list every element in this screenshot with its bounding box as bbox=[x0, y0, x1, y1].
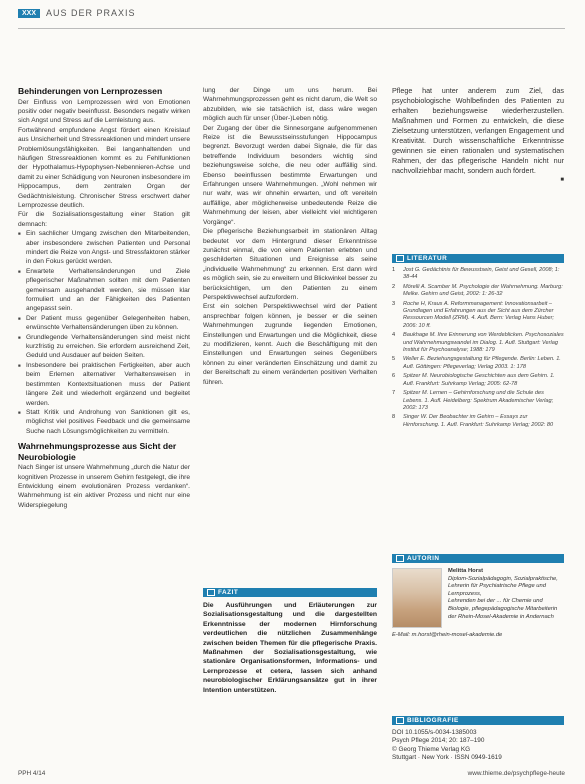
bullet-list bbox=[18, 229, 190, 436]
heading-wahrnehmung: Wahrnehmungsprozesse aus Sicht der Neurobiologie bbox=[18, 441, 177, 462]
fazit-title: FAZIT bbox=[218, 589, 239, 596]
column-1 bbox=[18, 86, 190, 510]
paragraph: Fortwährend empfundene Angst fördert einen Kreislauf aus Unsicherheit und Stressreaktionen und mindert unsere Problemlösungsfähigkeiten. Bei langanhaltenden und häufigen Stressreaktionen kommt es zu Fehlfunktionen der Hypothalamus-Hypophysen-Nebennieren-Achse und damit zu einer Schädigung von Neuronen insbesondere im Hippocampus, dem zentralen Organ der Gedächtnisleistung. Chronischer Stress erschwert daher Lernprozesse deutlich. bbox=[18, 126, 190, 209]
reference-item: 1 Jost G. Gedächtnis für Bewusstsein, Geist und Gesell, 2008; 1: 38-44 bbox=[392, 267, 564, 282]
list-item: ■ Erwartete Verhaltensänderungen und Ziele pflegerischer Maßnahmen sollten mit dem Patienten gemeinsam ausgehandelt werden, sie müssen klar formuliert und an der Fähigkeiten des Patienten angepasst sein. bbox=[26, 267, 190, 314]
bib-line: © Georg Thieme Verlag KG bbox=[392, 745, 471, 753]
box-icon bbox=[207, 589, 215, 596]
bib-line: Stuttgart · New York · ISSN 0949-1619 bbox=[392, 754, 502, 762]
footer-url[interactable]: www.thieme.de/psychpflege-heute bbox=[467, 770, 565, 777]
autorin-title: AUTORIN bbox=[407, 555, 440, 562]
list-item: ■ Ein sachlicher Umgang zwischen den Mitarbeitenden, aber insbesondere zwischen Patienten und Personal mindert die Reize von Angst- und Stressfaktoren stärker in den Fokus gerückt werden. bbox=[26, 229, 190, 267]
autorin-header bbox=[392, 554, 564, 563]
bibliografie-box bbox=[392, 716, 564, 763]
box-icon bbox=[396, 555, 404, 562]
box-icon bbox=[396, 717, 404, 724]
reference-item: 4 Baukhage M. Ihre Erinnerung von Werdeblicken. Psychosoziales und Wahrnehmungswandel im Dialog. 1. Aufl. Stuttgart: Verlag Institut für Psychoanalyse; 1988: 179 bbox=[392, 332, 564, 354]
literatur-header bbox=[392, 254, 564, 263]
column-2 bbox=[203, 86, 377, 387]
fazit-text: Die Ausführungen und Erläuterungen zur Sozialisationsgestaltung und die dargestellten Erkenntnisse der modernen Hirnforschung verdeutlichen die nützlichen Zusammenhänge zwischen beiden Themen für die pflegerische Praxis. Maßnahmen der Sozialisationsgestaltung, wie stationäre Organisationsformen, Informations- und Lernprozesse et cetera, lassen sich anhand neurobiologischer Erklärungsansätze gut in ihrer Intention unterstützen. bbox=[203, 602, 377, 694]
page-header bbox=[18, 8, 136, 18]
list-item: ■ Statt Kritik und Androhung von Sanktionen gilt es, möglichst viel positives Feedback und die gemeinsame Suche nach Lösungsmöglichkeiten zu vermitteln. bbox=[26, 408, 190, 436]
header-rule bbox=[18, 28, 565, 29]
reference-item: 8 Singer W. Der Beobachter im Gehirn – Essays zur Hirnforschung. 1. Aufl. Frankfurt: Suhrkamp Verlag; 2002: 80 bbox=[392, 414, 564, 429]
list-item: ■ Der Patient muss gegenüber Gelegenheiten haben, erwünschte Verhaltensänderungen üben zu können. bbox=[26, 314, 190, 333]
paragraph: Der Einfluss von Lernprozessen wird von Emotionen positiv oder negativ beeinflusst. Besonders negativ wirken sich Angst und Stress auf die Lernleistung aus. bbox=[18, 98, 190, 125]
paragraph: lung der Dinge um uns herum. Bei Wahrnehmungsprozessen geht es nicht darum, die Welt so abzubilden, wie sie tatsächlich ist, dass wäre wegen möglich auch für unser (Über-)Leben nötig. bbox=[203, 87, 377, 123]
bibliografie-title: BIBLIOGRAFIE bbox=[407, 717, 459, 724]
page-number-badge: XXX bbox=[18, 9, 40, 18]
paragraph: Pflege hat unter anderem zum Ziel, das psychobiologische Wohlbefinden des Patienten zu erhalten beziehungsweise wiederherzustellen. Maßnahmen und Formen zu entwickeln, die diese Zielsetzung unterstützen, verlangen Engagement und Kreativität. Durch wissenschaftliche Erkenntnisse gewinnen sie einen rationalen und systematischen Rahmen, der das pflegerische Handeln nicht nur nachvollziehbar macht, sondern auch fördert. bbox=[392, 86, 564, 175]
page-footer bbox=[18, 770, 565, 777]
reference-item: 6 Spitzer M. Neurobiologische Geschichten aus dem Gehirn. 1. Aufl. Frankfurt: Suhrkamp Verlag; 2005: 62-78 bbox=[392, 373, 564, 388]
autorin-box bbox=[392, 554, 564, 638]
paragraph: Für die Sozialisationsgestaltung einer Station gilt demnach: bbox=[18, 211, 190, 228]
autorin-body bbox=[392, 568, 564, 628]
footer-left: PPH 4/14 bbox=[18, 770, 46, 777]
column-3 bbox=[392, 86, 564, 185]
section-title: AUS DER PRAXIS bbox=[46, 8, 136, 18]
end-mark-icon: ■ bbox=[560, 177, 564, 183]
author-details: Lehrenden bei der ... für Chemie und Biologie, pflegepädagogische Mitarbeiterin der Rhein-Mosel-Akademie in Andernach bbox=[448, 598, 558, 620]
reference-list bbox=[392, 267, 564, 429]
literatur-box bbox=[392, 254, 564, 431]
box-icon bbox=[396, 255, 404, 262]
reference-item: 7 Spitzer M. Lernen – Gehirnforschung und die Schule des Lebens. 1. Aufl. Heidelberg: Spektrum Akademischer Verlag; 2002: 173 bbox=[392, 390, 564, 412]
bibliografie-header bbox=[392, 716, 564, 725]
fazit-box bbox=[203, 588, 377, 695]
list-item: ■ Insbesondere bei praktischen Fertigkeiten, aber auch beim Erlernen alternativer Verhaltensweisen in bestimmten Kontextsituationen muss der Patient längere Zeit und wiederholt ergänzend und begleitet werden. bbox=[26, 361, 190, 408]
reference-item: 5 Weller E. Beziehungsgestaltung für Pflegende. Berlin: Leben. 1. Aufl. Göttingen: Pflegeverlag; Verlag 2003. 1: 178 bbox=[392, 356, 564, 371]
bibliografie-text bbox=[392, 729, 564, 763]
author-role: Diplom-Sozialpädagogin, Sozialpraktische, Lehrerin für Psychiatrische Pflege und Lernprozess, bbox=[448, 575, 558, 597]
reference-item: 2 Mörelli A. Scamber M. Psychologie der Wahrnehmung. Marburg: Melke. Gehirn und Geist, 2002: 1: 26-32 bbox=[392, 284, 564, 299]
reference-item: 3 Roche H, Kraus A. Reformmanagement: Innovationsarbeit – Grundlagen und Erfahrungen aus der Sicht aus dem Zürcher Ressourcen Modell (ZRM). 4. Aufl. Bern: Verlag Hans Huber; 2006: 10 ff. bbox=[392, 301, 564, 331]
author-email[interactable]: E-Mail: m.horst@rhein-mosel-akademie.de bbox=[392, 632, 503, 638]
bib-line: Psych Pflege 2014; 20: 187–190 bbox=[392, 737, 485, 745]
autorin-text bbox=[448, 568, 564, 628]
paragraph: Die pflegerische Beziehungsarbeit im stationären Alltag bedeutet vor dem Hintergrund dieser Erkenntnisse zunächst einmal, die von einem Patienten erlebten und geschilderten Situationen und Ereignisse als seine „individuelle Wahrnehmung“ zu erkennen. Erst dann wird es möglich sein, sie zu erweitern und Blickwinkel besser zu berücksichtigen, um den Patienten zu einem Perspektivwechsel aufzufordern. bbox=[203, 228, 377, 301]
literatur-title: LITERATUR bbox=[407, 255, 448, 262]
paragraph: Nach Singer ist unsere Wahrnehmung „durch die Natur der kognitiven Prozesse in unserem Gehirn festgelegt, die ihre Entwicklung einem evolutionären Prozess verdanken“. Wahrnehmung ist ein aktiver Prozess und nicht nur eine Widerspiegelung bbox=[18, 464, 191, 509]
author-name: Melitta Horst bbox=[448, 568, 484, 574]
heading-behinderungen: Behinderungen von Lernprozessen bbox=[18, 86, 163, 96]
list-item: ■ Grundlegende Verhaltensänderungen sind meist nicht kurzfristig zu erreichen. Sie erfordern ausreichend Zeit, Geduld und Ausdauer auf beiden Seiten. bbox=[26, 333, 190, 361]
paragraph: Der Zugang der über die Sinnesorgane aufgenommenen Reize ist die Bewusstseinsstufungen Hippocampus begrenzt. Bevorzugt werden dabei Signale, die für das betreffende Individuum besonders wichtig sind beziehungsweise solche, die neu oder auffällig sind. Ebenso beeinflussen bestimmte Erwartungen und Erfahrungen unsere Wahrnehmungen. „Wohl nehmen wir nur wahr, was wir ohnehin erwarten, und oft vereiteln auffällige, aber möglicherweise unbedeutende Reize die Wahrnehmung der leisen, aber vielleicht viel wichtigeren Vorgänge“. bbox=[203, 124, 377, 226]
paragraph: Erst ein solchen Perspektivwechsel wird der Patient ansprechbar folgen können, je besser er die seinen Wahrnehmungen zugrunde liegenden Emotionen, Einstellungen und Erwartungen und die Möglichkeit, diese zu modifizieren, kennt. Auch die Beschäftigung mit den Einstellungen und Erwartungen seines Gegenübers können zu einer veränderten Einschätzung und damit zu der Bereitschaft zu einem veränderten positiven Verhalten führen. bbox=[203, 303, 377, 386]
doi-link[interactable]: DOI 10.1055/s-0034-1385003 bbox=[392, 729, 477, 736]
fazit-header bbox=[203, 588, 377, 597]
author-portrait bbox=[392, 568, 442, 628]
